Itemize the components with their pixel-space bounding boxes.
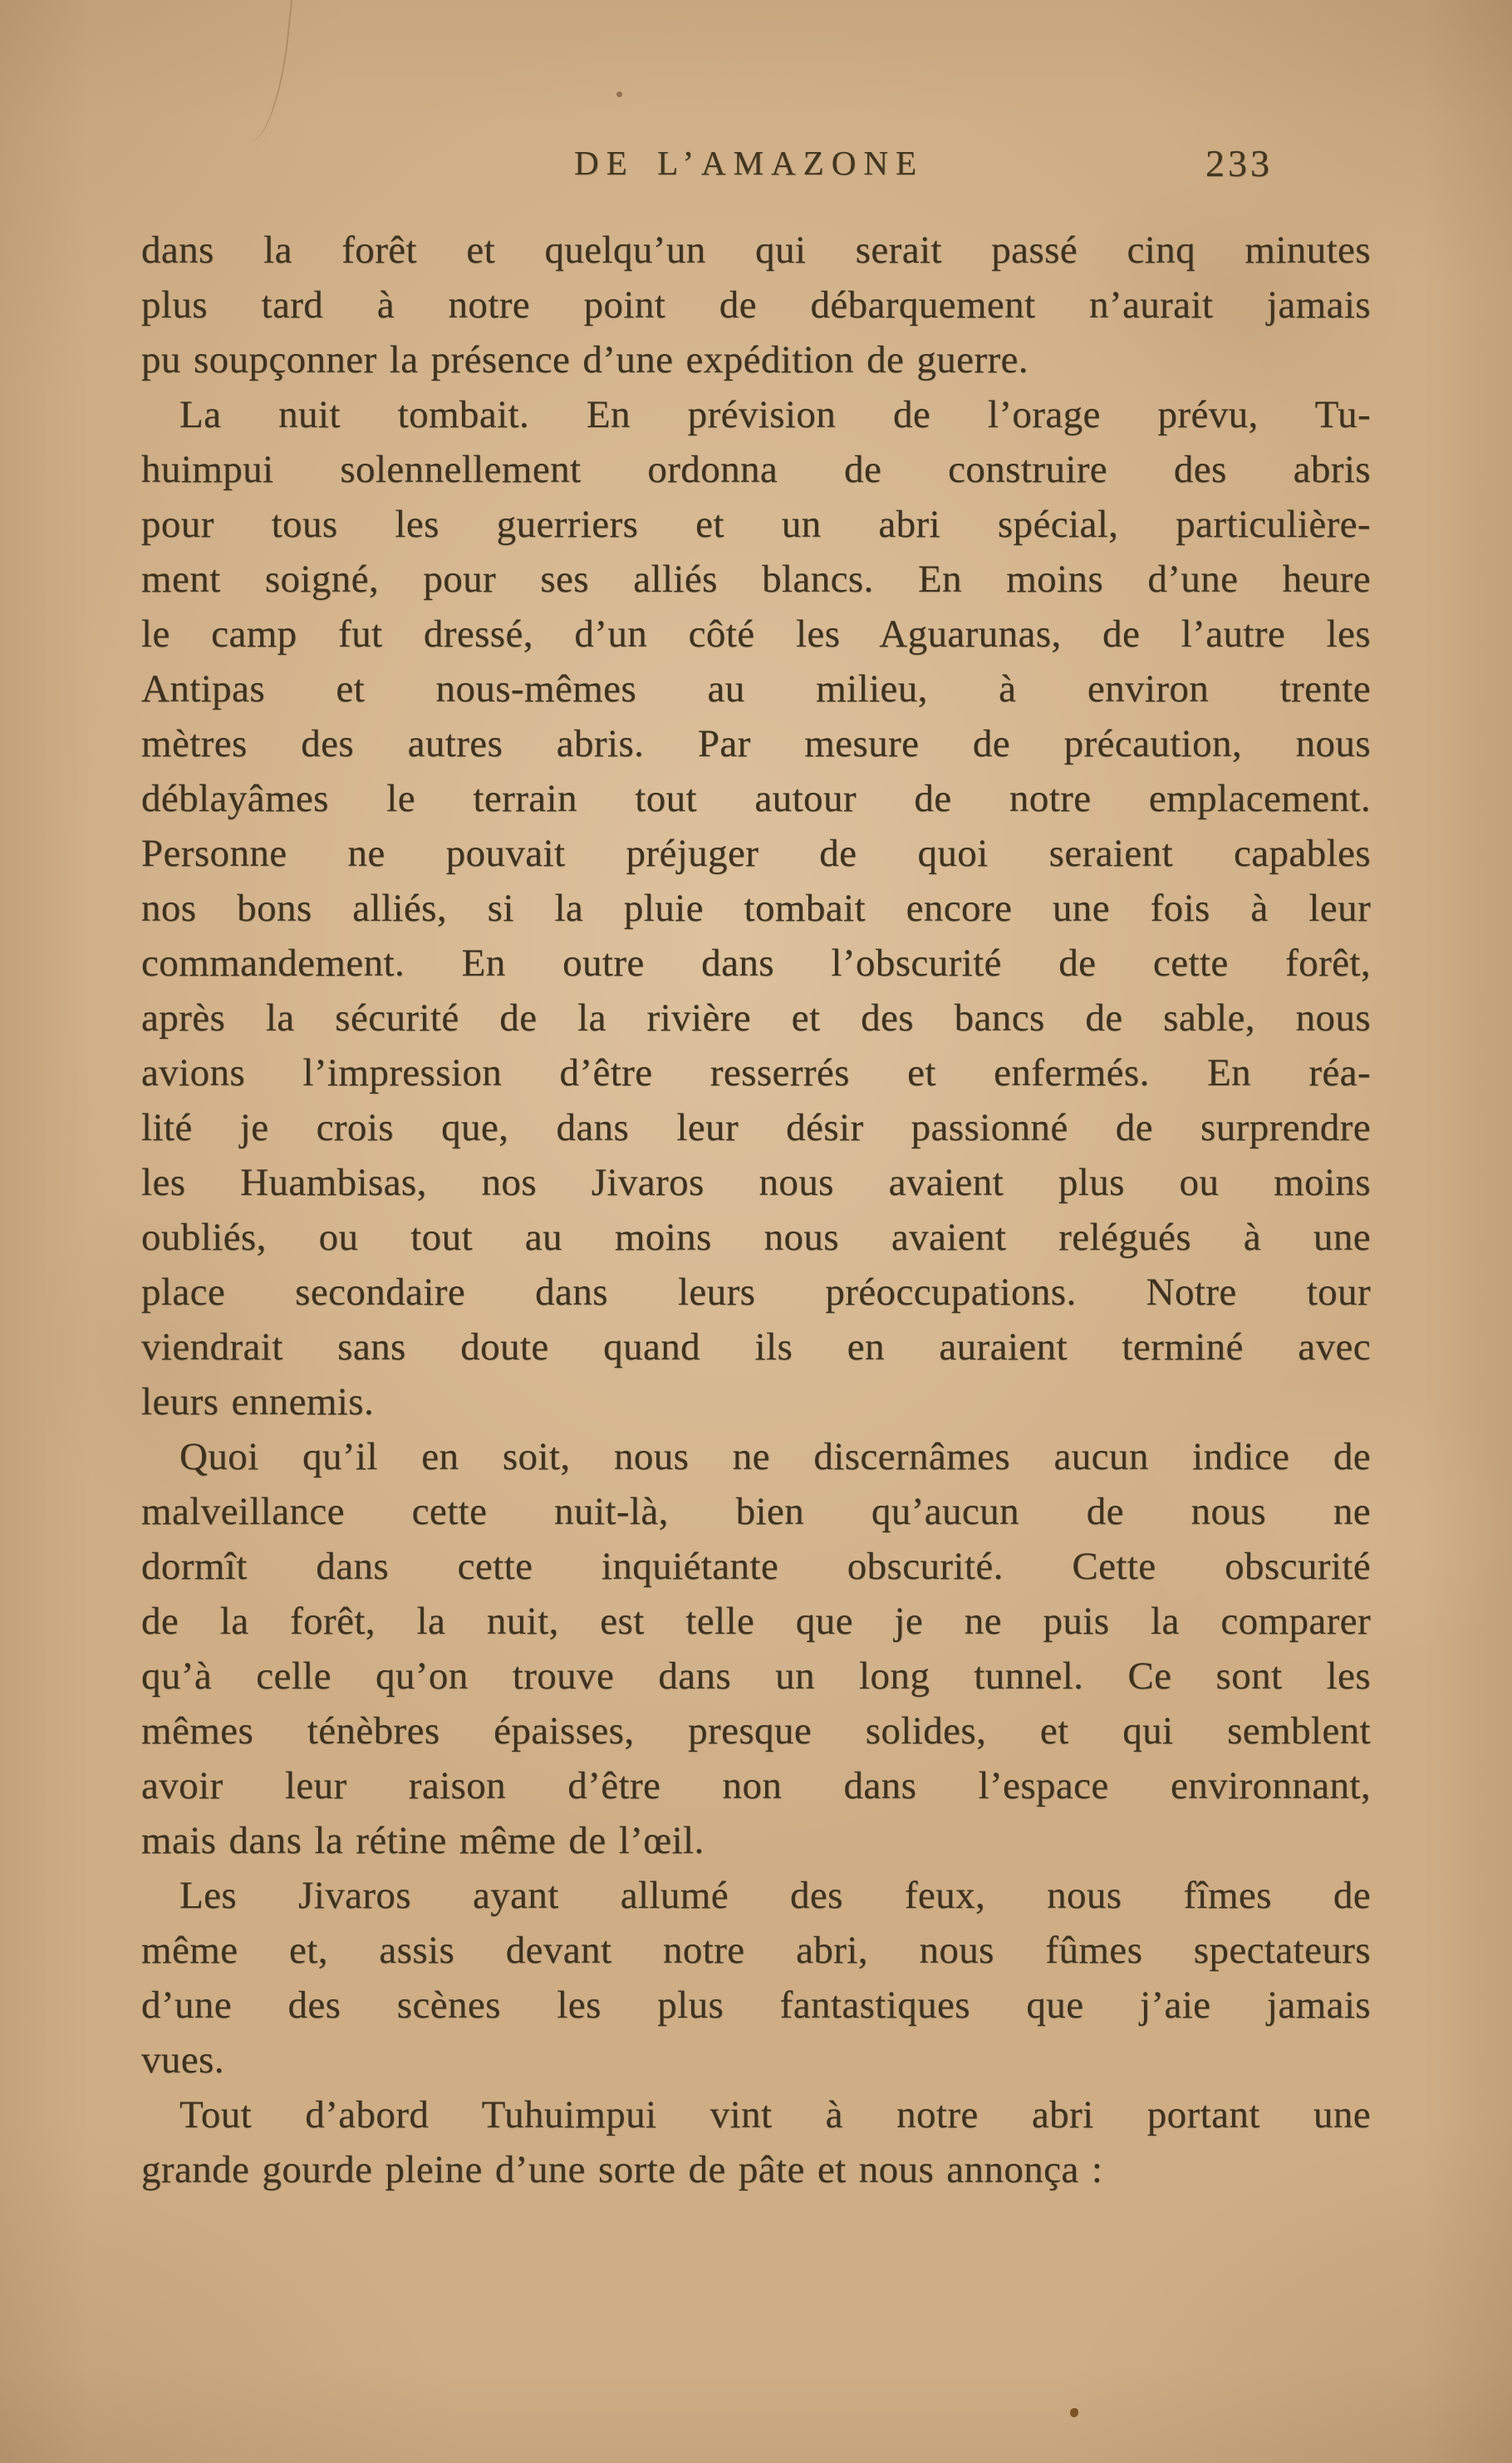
text-line: dormît dans cette inquiétante obscurité. Cette obscurité [141, 1545, 1371, 1588]
text-line: place secondaire dans leurs préoccupations. Notre tour [141, 1271, 1371, 1314]
text-line: après la sécurité de la rivière et des bancs de sable, nous [141, 996, 1371, 1040]
page-header [141, 143, 1371, 196]
text-line: mêmes ténèbres épaisses, presque solides, et qui semblent [141, 1709, 1371, 1753]
text-line: grande gourde pleine d’une sorte de pâte et nous annonça : [141, 2148, 1103, 2191]
text-line: Tout d’abord Tuhuimpui vint à notre abri portant une [179, 2093, 1371, 2136]
paper-speck-small [616, 91, 622, 97]
running-title: DE L’AMAZONE [574, 144, 924, 182]
text-line: dans la forêt et quelqu’un qui serait passé cinq minutes [141, 229, 1371, 272]
text-line: huimpui solennellement ordonna de construire des abris [141, 448, 1371, 491]
paper-crease [238, 0, 294, 145]
text-line: pour tous les guerriers et un abri spécial, particulière- [141, 503, 1371, 546]
page-number: 233 [1205, 142, 1273, 184]
paper-speck [1070, 2408, 1078, 2417]
text-line: oubliés, ou tout au moins nous avaient relégués à une [141, 1216, 1371, 1259]
text-line: de la forêt, la nuit, est telle que je ne puis la comparer [141, 1600, 1371, 1643]
text-line: La nuit tombait. En prévision de l’orage prévu, Tu- [179, 393, 1371, 436]
text-line: avions l’impression d’être resserrés et enfermés. En réa- [141, 1051, 1371, 1094]
text-line: d’une des scènes les plus fantastiques que j’aie jamais [141, 1984, 1371, 2027]
text-line: Personne ne pouvait préjuger de quoi seraient capables [141, 832, 1371, 875]
text-line: viendrait sans doute quand ils en auraient terminé avec [141, 1325, 1371, 1369]
text-line: vues. [141, 2038, 224, 2082]
text-line: pu soupçonner la présence d’une expédition de guerre. [141, 338, 1028, 381]
text-line: commandement. En outre dans l’obscurité de cette forêt, [141, 941, 1371, 985]
text-line: leurs ennemis. [141, 1380, 375, 1423]
text-line: nos bons alliés, si la pluie tombait encore une fois à leur [141, 887, 1371, 930]
text-line: même et, assis devant notre abri, nous fûmes spectateurs [141, 1929, 1371, 1972]
text-line: malveillance cette nuit-là, bien qu’aucun de nous ne [141, 1490, 1371, 1533]
text-line: mais dans la rétine même de l’œil. [141, 1819, 704, 1862]
text-line: déblayâmes le terrain tout autour de notre emplacement. [141, 777, 1371, 820]
text-line: avoir leur raison d’être non dans l’espace environnant, [141, 1764, 1371, 1807]
text-line: mètres des autres abris. Par mesure de précaution, nous [141, 722, 1371, 765]
text-line: lité je crois que, dans leur désir passionné de surprendre [141, 1106, 1371, 1149]
text-line: Les Jivaros ayant allumé des feux, nous fîmes de [179, 1874, 1371, 1917]
text-line: ment soigné, pour ses alliés blancs. En moins d’une heure [141, 558, 1371, 601]
text-line: le camp fut dressé, d’un côté les Aguarunas, de l’autre les [141, 612, 1371, 656]
text-line: qu’à celle qu’on trouve dans un long tunnel. Ce sont les [141, 1654, 1371, 1698]
text-block [141, 223, 1371, 2197]
text-line: plus tard à notre point de débarquement n’aurait jamais [141, 283, 1371, 327]
text-line: Antipas et nous-mêmes au milieu, à environ trente [141, 667, 1371, 710]
text-line: Quoi qu’il en soit, nous ne discernâmes aucun indice de [179, 1435, 1371, 1478]
text-line: les Huambisas, nos Jivaros nous avaient plus ou moins [141, 1161, 1371, 1204]
